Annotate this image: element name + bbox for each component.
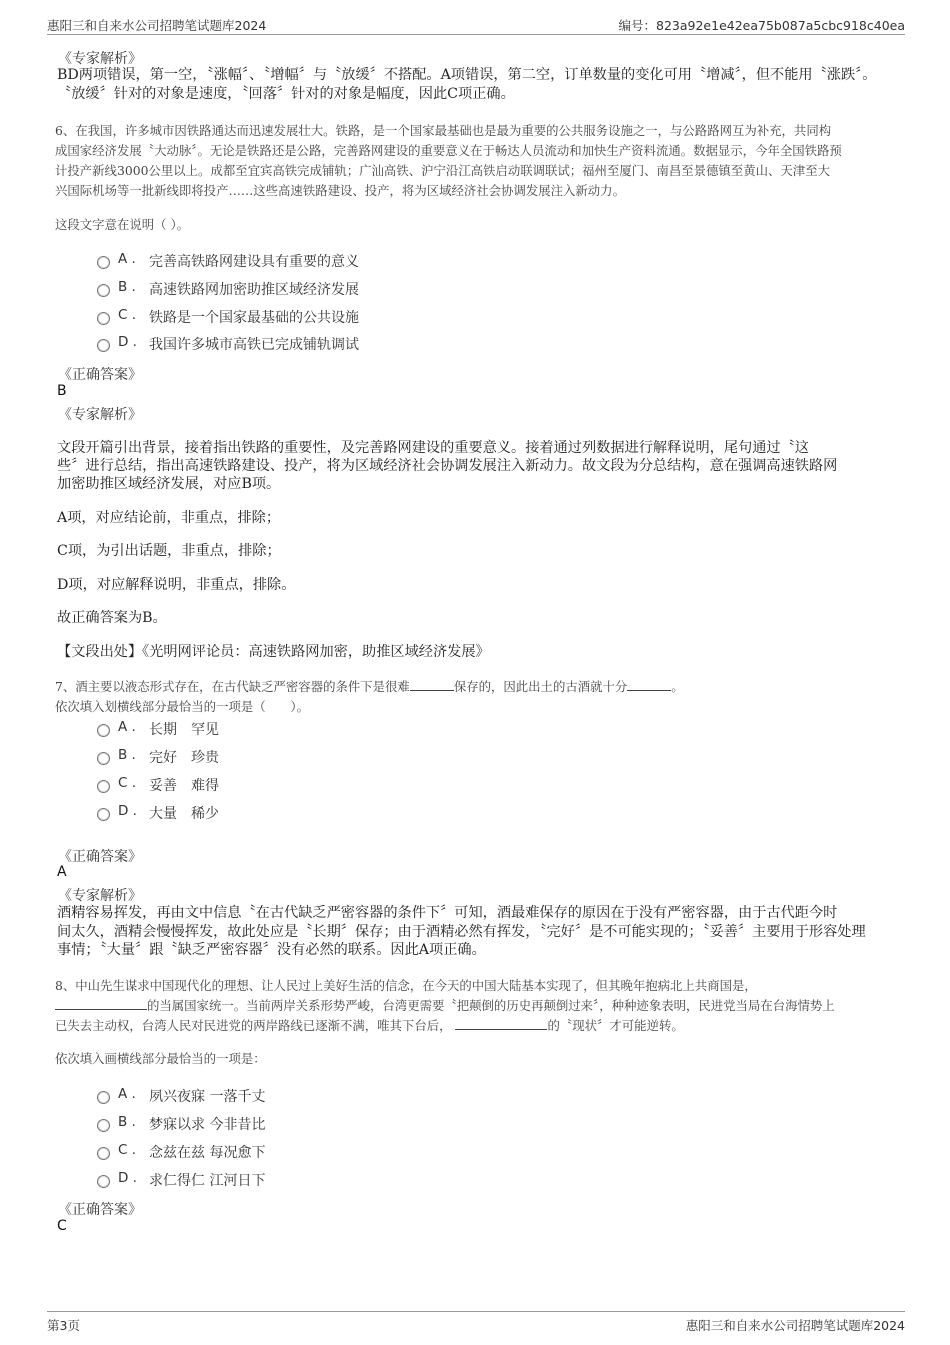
- q6-analysis-line: 些〞进行总结，指出高速铁路建设、投产，将为区域经济社会协调发展注入新动力。故文段为分总结构，意在强调高速铁路网: [57, 458, 838, 474]
- q7-stem: 7、酒主要以液态形式存在，在古代缺乏严密容器的条件下是很难 保存的，因此出土的古酒就十分 。: [55, 679, 684, 694]
- q6-answer-label: 《正确答案》: [58, 367, 142, 383]
- q6-stem-line: 成国家经济发展〝大动脉〞。无论是铁路还是公路，完善路网建设的重要意义在于畅达人员流动和加快生产资料流通。数据显示，今年全国铁路预: [55, 143, 842, 158]
- page-header: [47, 14, 905, 35]
- radio-icon[interactable]: [97, 1147, 110, 1160]
- radio-icon[interactable]: [97, 780, 110, 793]
- radio-icon[interactable]: [97, 256, 110, 269]
- q6-source: 【文段出处】《光明网评论员：高速铁路网加密，助推区域经济发展》: [57, 644, 490, 660]
- blank-line: [410, 678, 454, 691]
- radio-icon[interactable]: [97, 1119, 110, 1132]
- radio-icon[interactable]: [97, 1091, 110, 1104]
- q6-answer: B: [57, 383, 67, 399]
- blank-line: [627, 678, 671, 691]
- radio-icon[interactable]: [97, 808, 110, 821]
- blank-line: [55, 997, 147, 1010]
- q7-answer: A: [57, 864, 67, 880]
- q8-answer: C: [57, 1218, 67, 1234]
- q8-answer-label: 《正确答案》: [58, 1202, 142, 1218]
- q8-prompt: 依次填入画横线部分最恰当的一项是：: [55, 1051, 266, 1066]
- q6-analysis-d: D项，对应解释说明，非重点，排除。: [57, 577, 296, 593]
- q7-analysis-line: 事情；〝大量〞跟〝缺乏严密容器〞没有必然的联系。因此A项正确。: [57, 942, 486, 958]
- page-number: 第3页: [47, 1318, 80, 1333]
- q6-stem-line: 计投产新线3000公里以上。成都至宜宾高铁完成铺轨；广汕高铁、沪宁沿江高铁启动联调联试；福州至厦门、南昌至景德镇至黄山、天津至大: [55, 163, 830, 178]
- q6-analysis-c: C项，为引出话题，非重点，排除；: [57, 543, 281, 559]
- radio-icon[interactable]: [97, 752, 110, 765]
- q8-stem-line: 的当属国家统一。当前两岸关系形势严峻，台湾更需要〝把颠倒的历史再颠倒过来〞，种种迹象表明，民进党当局在台海情势上: [55, 996, 835, 1016]
- radio-icon[interactable]: [97, 284, 110, 297]
- radio-icon[interactable]: [97, 312, 110, 325]
- q6-analysis-line: 加密助推区域经济发展，对应B项。: [57, 476, 281, 492]
- footer-title: 惠阳三和自来水公司招聘笔试题库2024: [685, 1318, 905, 1333]
- q6-stem-line: 兴国际机场等一批新线即将投产……这些高速铁路建设、投产，将为区域经济社会协调发展注入新动力。: [55, 183, 625, 198]
- q6-analysis-label: 《专家解析》: [58, 407, 142, 423]
- page-footer: [47, 1311, 905, 1334]
- header-code: 编号：823a92e1e42ea75b087a5cbc918c40ea: [618, 18, 905, 33]
- radio-icon[interactable]: [97, 1175, 110, 1188]
- q7-analysis-line: 间太久，酒精会慢慢挥发，故此处应是〝长期〞保存；由于酒精必然有挥发，〝完好〞是不可能实现的；〝妥善〞主要用于形容处理: [57, 924, 866, 940]
- q5-analysis-label: 《专家解析》: [58, 51, 142, 67]
- q6-analysis-line: 文段开篇引出背景，接着指出铁路的重要性，及完善路网建设的重要意义。接着通过列数据进行解释说明，尾句通过〝这: [57, 440, 809, 456]
- q7-analysis-label: 《专家解析》: [58, 888, 142, 904]
- blank-line: [455, 1017, 547, 1030]
- q5-analysis-line: 〝放缓〞针对的对象是速度，〝回落〞针对的对象是幅度，因此C项正确。: [57, 86, 515, 102]
- q8-stem-line: 已失去主动权，台湾人民对民进党的两岸路线已逐渐不满，唯其下台后， 的〝现状〞才可能逆转。: [55, 1018, 684, 1033]
- q7-answer-label: 《正确答案》: [58, 849, 142, 865]
- q7-prompt: 依次填入划横线部分最恰当的一项是（ ）。: [55, 699, 310, 714]
- header-title: 惠阳三和自来水公司招聘笔试题库2024: [47, 18, 267, 33]
- q6-prompt: 这段文字意在说明（ ）。: [55, 217, 190, 232]
- radio-icon[interactable]: [97, 339, 110, 352]
- q5-analysis-line: BD两项错误，第一空，〝涨幅〞、〝增幅〞与〝放缓〞不搭配。A项错误，第二空，订单数量的变化可用〝增减〞，但不能用〝涨跌〞。: [57, 67, 877, 83]
- q6-conclusion: 故正确答案为B。: [57, 610, 167, 626]
- radio-icon[interactable]: [97, 724, 110, 737]
- q8-stem-line: 8、中山先生谋求中国现代化的理想、让人民过上美好生活的信念，在今天的中国大陆基本实现了，但其晚年抱病北上共商国是，: [55, 978, 757, 993]
- q7-analysis-line: 酒精容易挥发，再由文中信息〝在古代缺乏严密容器的条件下〞可知，酒最难保存的原因在于没有严密容器，由于古代距今时: [57, 905, 838, 921]
- q6-stem-line: 6、在我国，许多城市因铁路通达而迅速发展壮大。铁路，是一个国家最基础也是最为重要的公共服务设施之一，与公路路网互为补充，共同构: [55, 123, 832, 138]
- q6-analysis-a: A项，对应结论前，非重点，排除；: [57, 510, 281, 526]
